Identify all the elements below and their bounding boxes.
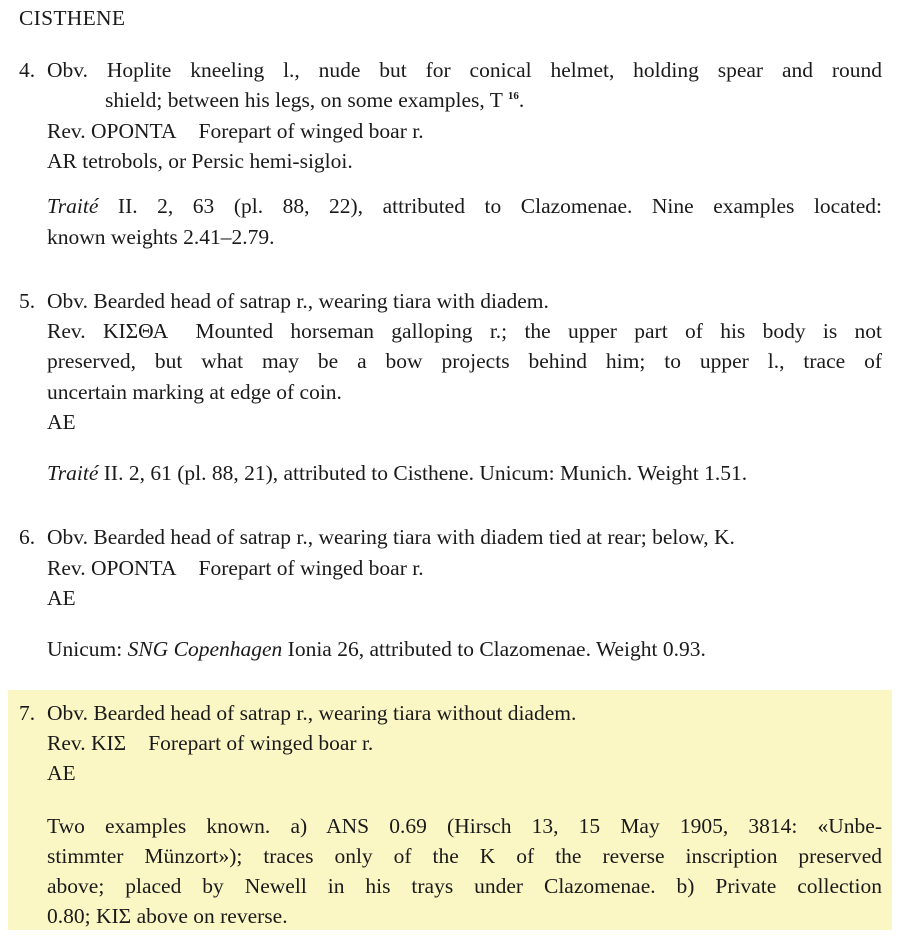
obverse-line-1: Obv. Hoplite kneeling l., nude but for conical helmet, holding spear and round [47, 58, 882, 82]
metal-line: AE [47, 586, 76, 610]
entry-number: 5. [19, 289, 36, 313]
reverse-line: Rev. ΚΙΣ Forepart of winged boar r. [47, 731, 374, 755]
reference-line-1: Traité II. 2, 63 (pl. 88, 22), attributed to Clazomenae. Nine examples located: [47, 194, 882, 218]
obverse-line-1: Obv. Bearded head of satrap r., wearing tiara without diadem. [47, 701, 577, 725]
entry-number: 7. [19, 701, 36, 725]
reverse-line-2: preserved, but what may be a bow projects behind him; to upper l., trace of [47, 349, 882, 373]
entry-number: 4. [19, 58, 36, 82]
reverse-line: Rev. ΚΙΣΘΑ Mounted horseman galloping r.; the upper part of his body is not [47, 319, 883, 343]
reverse-legend: ΟΡΟΝΤΑ [91, 119, 177, 143]
reference-line-1: Two examples known. a) ANS 0.69 (Hirsch 13, 15 May 1905, 3814: «Unbe- [47, 814, 882, 838]
reverse-line: Rev. ΟΡΟΝΤΑ Forepart of winged boar r. [47, 556, 424, 580]
reverse-legend: ΚΙΣ [91, 731, 127, 755]
metal-line: AE [47, 410, 76, 434]
obverse-line-1: Obv. Bearded head of satrap r., wearing tiara with diadem. [47, 289, 549, 313]
reference-line-2: known weights 2.41–2.79. [47, 225, 275, 249]
footnote-marker: 16 [507, 90, 519, 102]
entry-number: 6. [19, 525, 36, 549]
reverse-legend: ΚΙΣΘΑ [102, 319, 169, 343]
obverse-line-2: shield; between his legs, on some examples, T $^{16}$. [105, 88, 525, 112]
reverse-line: Rev. ΟΡΟΝΤΑ Forepart of winged boar r. [47, 119, 424, 143]
metal-line: AE [47, 761, 76, 785]
reference-line-1: Traité II. 2, 61 (pl. 88, 21), attributed to Cisthene. Unicum: Munich. Weight 1.51. [47, 461, 748, 485]
reverse-line-3: uncertain marking at edge of coin. [47, 380, 342, 404]
reverse-legend: ΟΡΟΝΤΑ [91, 556, 177, 580]
reference-line-1: Unicum: SNG Copenhagen Ionia 26, attributed to Clazomenae. Weight 0.93. [47, 637, 706, 661]
reference-line-2: stimmter Münzort»); traces only of the K of the reverse inscription preserved [47, 844, 882, 868]
reference-line-4: 0.80; ΚΙΣ above on reverse. [47, 904, 288, 928]
reverse-legend: ΚΙΣ [95, 904, 132, 928]
reference-line-3: above; placed by Newell in his trays under Clazomenae. b) Private collection [47, 874, 882, 898]
metal-line: AR tetrobols, or Persic hemi-sigloi. [47, 149, 353, 173]
obverse-line-1: Obv. Bearded head of satrap r., wearing tiara with diadem tied at rear; below, K. [47, 525, 735, 549]
page-heading: CISTHENE [19, 6, 126, 30]
